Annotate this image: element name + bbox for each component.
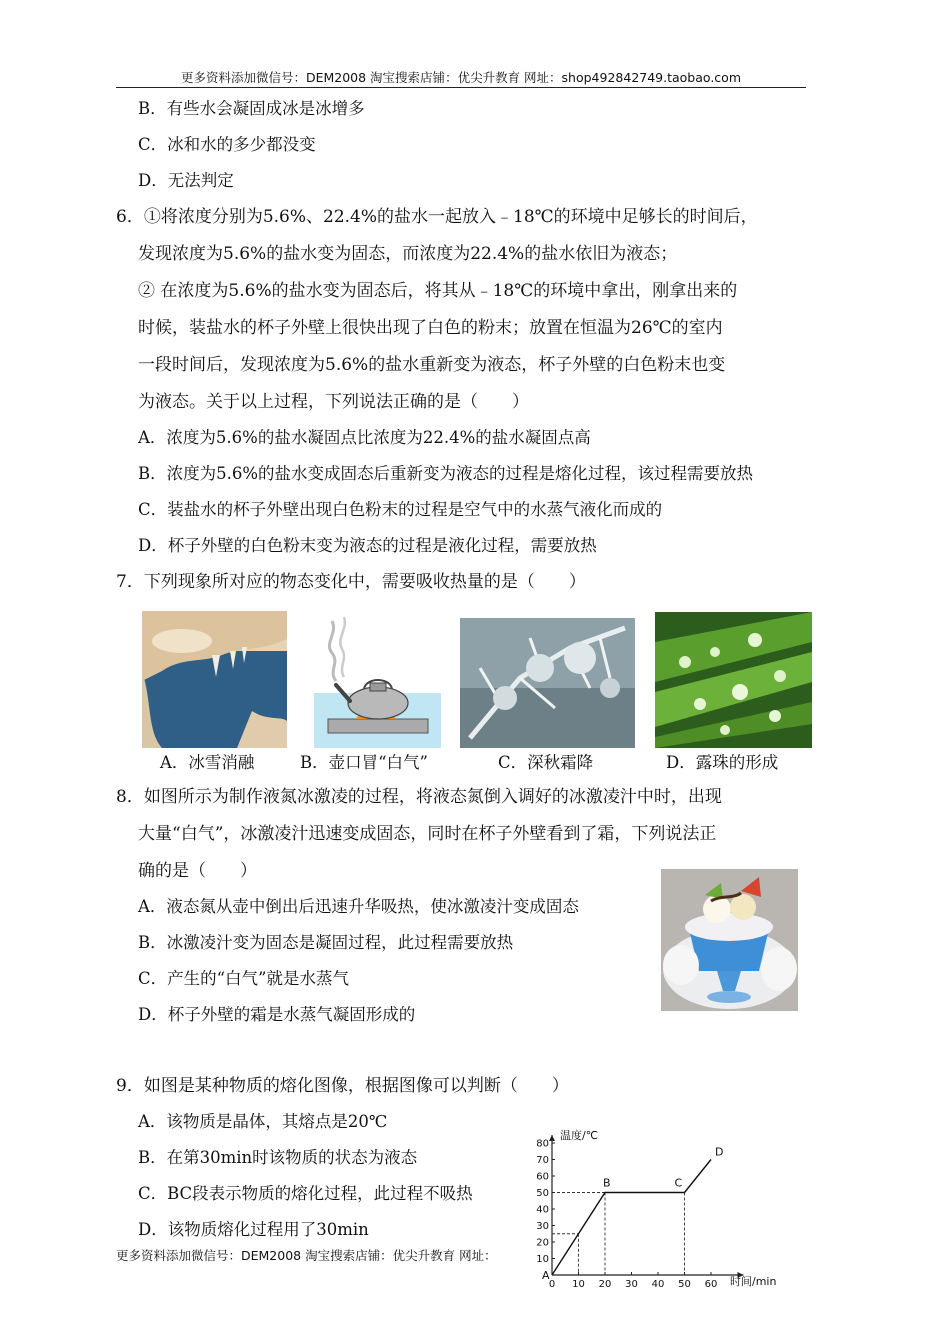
q8-option-a: A．液态氮从壶中倒出后迅速升华吸热，使冰激凌汁变成固态	[138, 897, 579, 916]
q8-option-d: D．杯子外壁的霜是水蒸气凝固形成的	[138, 1005, 416, 1024]
chart-y-tick-label: 30	[536, 1221, 549, 1232]
q9-option-a: A．该物质是晶体，其熔点是20℃	[138, 1112, 388, 1131]
q6-option-c: C．装盐水的杯子外壁出现白色粉末的过程是空气中的水蒸气液化而成的	[138, 500, 663, 519]
chart-y-tick-label: 80	[536, 1138, 549, 1150]
chart-point-label: B	[603, 1176, 611, 1190]
q8-option-c: C．产生的“白气”就是水蒸气	[138, 969, 349, 988]
page-header: 更多资料添加微信号：DEM2008 淘宝搜索店铺：优尖升教育 网址：shop492842749.taobao.com	[180, 70, 742, 85]
chart-x-tick-label: 30	[625, 1279, 638, 1290]
chart-x-tick-label: 10	[572, 1279, 585, 1290]
q6-stem-line-4: 时候，装盐水的杯子外壁上很快出现了白色的粉末；放置在恒温为26℃的室内	[138, 318, 723, 338]
q8-stem-line-3: 确的是（ ）	[138, 861, 257, 881]
chart-y-tick-label: 20	[536, 1237, 549, 1249]
chart-y-arrow	[549, 1135, 555, 1141]
chart-y-tick-label: 60	[536, 1171, 549, 1183]
dew-drops-photo	[655, 612, 812, 748]
q7-stem: 7．下列现象所对应的物态变化中，需要吸收热量的是（ ）	[116, 572, 586, 592]
melting-curve-chart	[528, 1125, 790, 1293]
chart-x-tick-label: 60	[704, 1279, 718, 1290]
q7-caption-b: B．壶口冒“白气”	[300, 753, 428, 772]
q6-stem-line-2: 发现浓度为5.6%的盐水变为固态，而浓度为22.4%的盐水依旧为液态；	[138, 244, 678, 264]
chart-x-tick-label: 50	[678, 1279, 691, 1290]
chart-x-axis-label: 时间/min	[730, 1275, 777, 1288]
q6-stem-line-1: 6．①将浓度分别为5.6%、22.4%的盐水一起放入﹣18℃的环境中足够长的时间后，	[116, 207, 758, 227]
q5-option-b: B．有些水会凝固成冰是冰增多	[138, 99, 365, 118]
chart-x-tick-label: 0	[548, 1279, 556, 1290]
q8-stem-line-2: 大量“白气”，冰激凌汁迅速变成固态，同时在杯子外壁看到了霜，下列说法正	[138, 824, 717, 844]
q7-caption-a: A．冰雪消融	[160, 753, 255, 772]
q6-option-a: A．浓度为5.6%的盐水凝固点比浓度为22.4%的盐水凝固点高	[138, 428, 591, 447]
chart-y-tick-label: 10	[536, 1254, 549, 1265]
chart-point-label: C	[674, 1176, 683, 1190]
q6-stem-line-6: 为液态。关于以上过程，下列说法正确的是（ ）	[138, 392, 529, 412]
q9-stem: 9．如图是某种物质的熔化图像，根据图像可以判断（ ）	[116, 1076, 569, 1096]
autumn-frost-photo	[460, 618, 635, 748]
q9-option-d: D．该物质熔化过程用了30min	[138, 1220, 369, 1239]
header-divider	[116, 87, 806, 88]
q5-option-c: C．冰和水的多少都没变	[138, 135, 316, 154]
chart-y-tick-label: 70	[536, 1155, 549, 1166]
q8-option-b: B．冰激凌汁变为固态是凝固过程，此过程需要放热	[138, 933, 514, 952]
nitrogen-icecream-photo	[661, 869, 798, 1011]
q6-option-d: D．杯子外壁的白色粉末变为液态的过程是液化过程，需要放热	[138, 536, 597, 555]
q7-caption-d: D．露珠的形成	[666, 753, 779, 772]
q9-option-b: B．在第30min时该物质的状态为液态	[138, 1148, 418, 1167]
q7-caption-c: C．深秋霜降	[498, 753, 594, 772]
q6-stem-line-5: 一段时间后，发现浓度为5.6%的盐水重新变为液态，杯子外壁的白色粉末也变	[138, 355, 726, 375]
q6-stem-line-3: ② 在浓度为5.6%的盐水变为固态后，将其从﹣18℃的环境中拿出，刚拿出来的	[138, 281, 738, 301]
chart-y-axis-label: 温度/℃	[560, 1129, 599, 1142]
chart-y-tick-label: 50	[536, 1188, 549, 1199]
chart-x-tick-label: 20	[598, 1279, 612, 1290]
q9-option-c: C．BC段表示物质的熔化过程，此过程不吸热	[138, 1184, 473, 1203]
kettle-steam-drawing	[314, 611, 441, 748]
chart-point-label: D	[715, 1145, 724, 1159]
q8-stem-line-1: 8．如图所示为制作液氮冰激凌的过程，将液态氮倒入调好的冰激凌汁中时，出现	[116, 787, 722, 807]
chart-series-line	[552, 1160, 711, 1276]
chart-x-tick-label: 40	[651, 1279, 665, 1290]
chart-point-label: A	[542, 1269, 550, 1282]
q5-option-d: D．无法判定	[138, 171, 234, 190]
chart-y-tick-label: 40	[536, 1204, 549, 1216]
page-footer: 更多资料添加微信号：DEM2008 淘宝搜索店铺：优尖升教育 网址：	[116, 1248, 497, 1263]
q6-option-b: B．浓度为5.6%的盐水变成固态后重新变为液态的过程是熔化过程，该过程需要放热	[138, 464, 754, 483]
ice-melting-photo	[142, 611, 287, 748]
